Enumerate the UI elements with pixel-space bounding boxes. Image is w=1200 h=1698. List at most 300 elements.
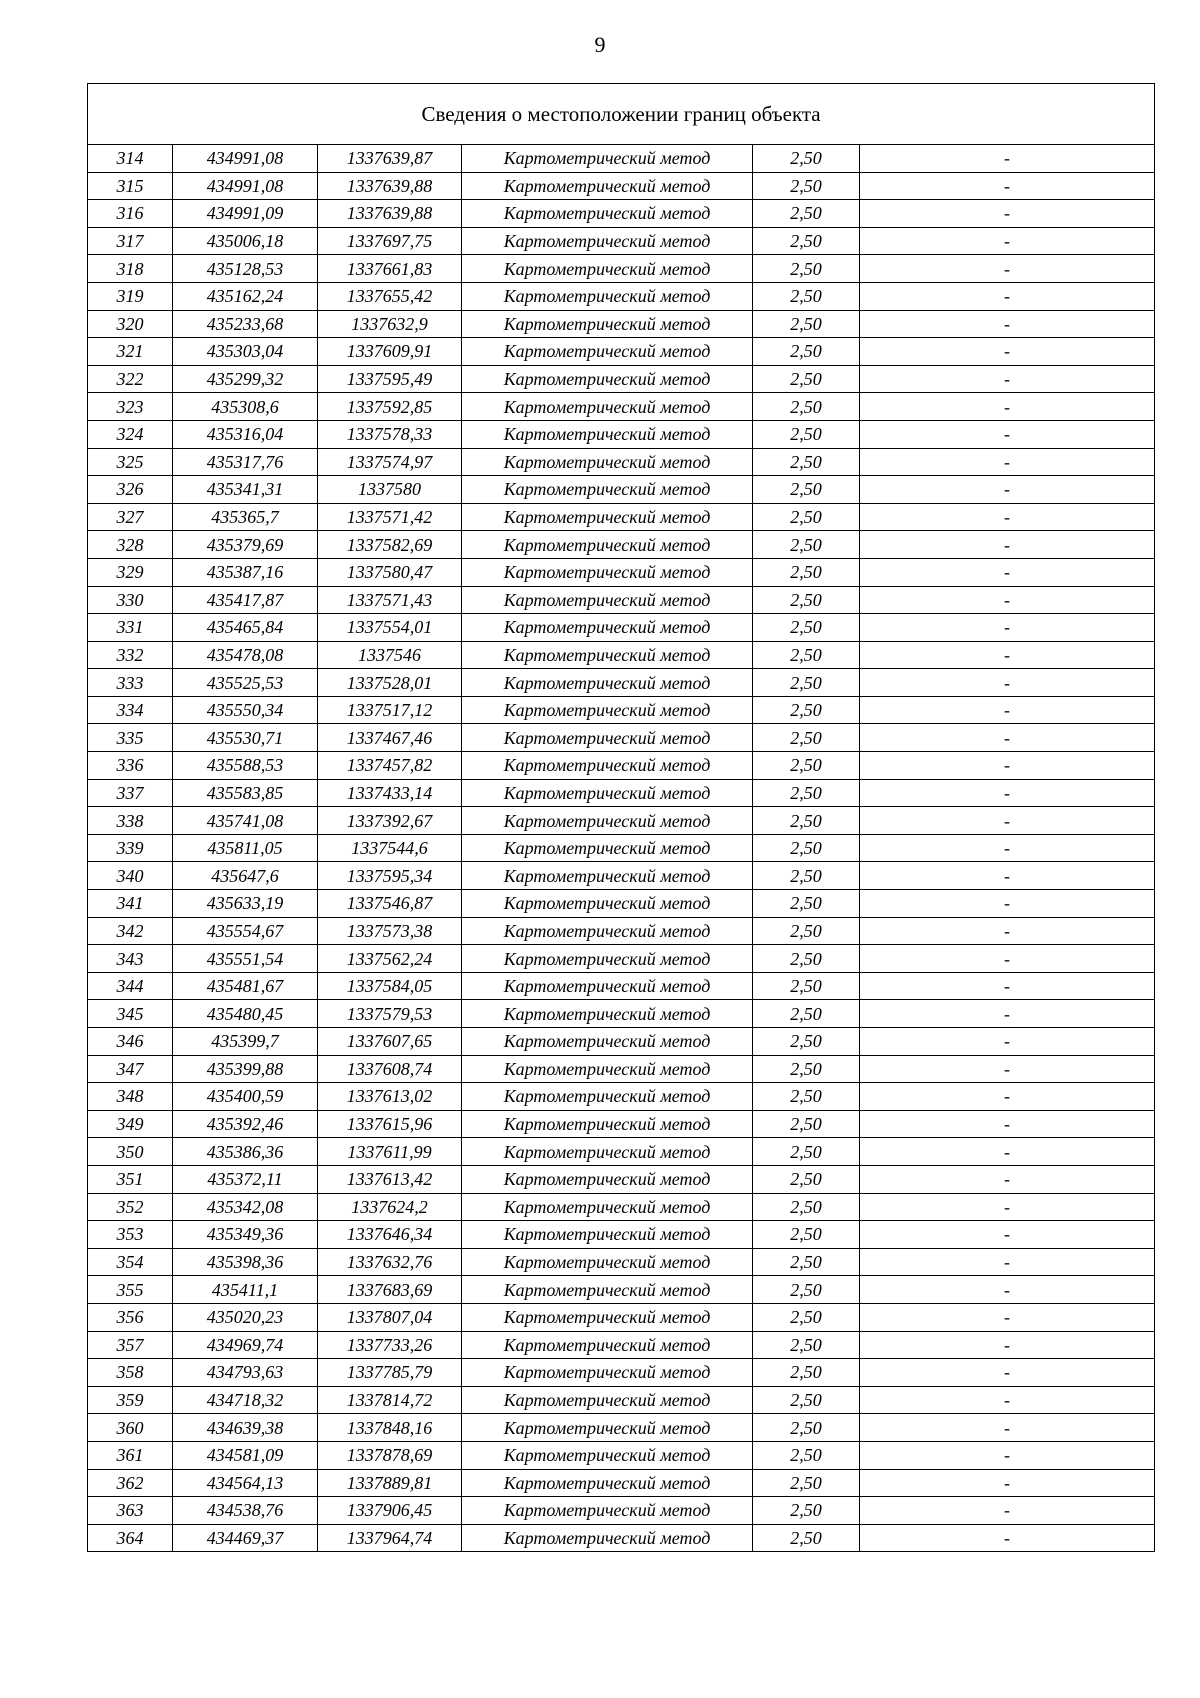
x-coordinate-cell: 435400,59: [173, 1083, 318, 1111]
accuracy-cell: 2,50: [753, 172, 860, 200]
point-number-cell: 351: [88, 1165, 173, 1193]
table-row: [88, 972, 1155, 1000]
description-cell: -: [860, 1083, 1155, 1111]
y-coordinate-cell: 1337639,87: [318, 145, 462, 173]
accuracy-cell: 2,50: [753, 1469, 860, 1497]
point-number-cell: 363: [88, 1497, 173, 1525]
description-cell: -: [860, 1193, 1155, 1221]
point-number-cell: 341: [88, 890, 173, 918]
table-row: [88, 1303, 1155, 1331]
accuracy-cell: 2,50: [753, 724, 860, 752]
table-row: [88, 890, 1155, 918]
y-coordinate-cell: 1337457,82: [318, 752, 462, 780]
point-number-cell: 321: [88, 338, 173, 366]
accuracy-cell: 2,50: [753, 200, 860, 228]
accuracy-cell: 2,50: [753, 365, 860, 393]
y-coordinate-cell: 1337646,34: [318, 1221, 462, 1249]
table-row: [88, 1248, 1155, 1276]
table-row: [88, 172, 1155, 200]
table-row: [88, 917, 1155, 945]
description-cell: -: [860, 365, 1155, 393]
point-number-cell: 338: [88, 807, 173, 835]
method-cell: Картометрический метод: [462, 1386, 753, 1414]
description-cell: -: [860, 1248, 1155, 1276]
point-number-cell: 322: [88, 365, 173, 393]
method-cell: Картометрический метод: [462, 393, 753, 421]
point-number-cell: 357: [88, 1331, 173, 1359]
point-number-cell: 333: [88, 669, 173, 697]
table-row: [88, 476, 1155, 504]
method-cell: Картометрический метод: [462, 1276, 753, 1304]
x-coordinate-cell: 434581,09: [173, 1441, 318, 1469]
table-row: [88, 145, 1155, 173]
point-number-cell: 329: [88, 558, 173, 586]
table-row: [88, 1110, 1155, 1138]
description-cell: -: [860, 724, 1155, 752]
point-number-cell: 327: [88, 503, 173, 531]
table-body: [88, 145, 1155, 1552]
y-coordinate-cell: 1337571,43: [318, 586, 462, 614]
description-cell: -: [860, 1028, 1155, 1056]
y-coordinate-cell: 1337467,46: [318, 724, 462, 752]
y-coordinate-cell: 1337392,67: [318, 807, 462, 835]
x-coordinate-cell: 435392,46: [173, 1110, 318, 1138]
x-coordinate-cell: 434718,32: [173, 1386, 318, 1414]
x-coordinate-cell: 435341,31: [173, 476, 318, 504]
page-number: 9: [594, 32, 606, 57]
accuracy-cell: 2,50: [753, 1303, 860, 1331]
description-cell: -: [860, 172, 1155, 200]
point-number-cell: 361: [88, 1441, 173, 1469]
method-cell: Картометрический метод: [462, 1110, 753, 1138]
y-coordinate-cell: 1337609,91: [318, 338, 462, 366]
method-cell: Картометрический метод: [462, 807, 753, 835]
description-cell: -: [860, 945, 1155, 973]
method-cell: Картометрический метод: [462, 282, 753, 310]
accuracy-cell: 2,50: [753, 614, 860, 642]
x-coordinate-cell: 435478,08: [173, 641, 318, 669]
accuracy-cell: 2,50: [753, 1359, 860, 1387]
x-coordinate-cell: 435417,87: [173, 586, 318, 614]
accuracy-cell: 2,50: [753, 227, 860, 255]
point-number-cell: 353: [88, 1221, 173, 1249]
method-cell: Картометрический метод: [462, 1083, 753, 1111]
table-row: [88, 310, 1155, 338]
accuracy-cell: 2,50: [753, 1441, 860, 1469]
x-coordinate-cell: 435020,23: [173, 1303, 318, 1331]
x-coordinate-cell: 435299,32: [173, 365, 318, 393]
x-coordinate-cell: 435006,18: [173, 227, 318, 255]
table-row: [88, 586, 1155, 614]
description-cell: -: [860, 476, 1155, 504]
table-row: [88, 1359, 1155, 1387]
table-row: [88, 641, 1155, 669]
description-cell: -: [860, 1221, 1155, 1249]
x-coordinate-cell: 435525,53: [173, 669, 318, 697]
description-cell: -: [860, 1524, 1155, 1552]
description-cell: -: [860, 503, 1155, 531]
point-number-cell: 315: [88, 172, 173, 200]
table-row: [88, 1083, 1155, 1111]
y-coordinate-cell: 1337624,2: [318, 1193, 462, 1221]
description-cell: -: [860, 972, 1155, 1000]
description-cell: -: [860, 1138, 1155, 1166]
accuracy-cell: 2,50: [753, 807, 860, 835]
accuracy-cell: 2,50: [753, 1055, 860, 1083]
y-coordinate-cell: 1337906,45: [318, 1497, 462, 1525]
description-cell: -: [860, 420, 1155, 448]
method-cell: Картометрический метод: [462, 945, 753, 973]
x-coordinate-cell: 435398,36: [173, 1248, 318, 1276]
method-cell: Картометрический метод: [462, 1221, 753, 1249]
accuracy-cell: 2,50: [753, 1248, 860, 1276]
table-row: [88, 338, 1155, 366]
description-cell: -: [860, 669, 1155, 697]
description-cell: -: [860, 200, 1155, 228]
description-cell: -: [860, 1386, 1155, 1414]
accuracy-cell: 2,50: [753, 393, 860, 421]
accuracy-cell: 2,50: [753, 1000, 860, 1028]
accuracy-cell: 2,50: [753, 696, 860, 724]
point-number-cell: 335: [88, 724, 173, 752]
description-cell: -: [860, 696, 1155, 724]
x-coordinate-cell: 435480,45: [173, 1000, 318, 1028]
table-row: [88, 282, 1155, 310]
x-coordinate-cell: 435554,67: [173, 917, 318, 945]
method-cell: Картометрический метод: [462, 558, 753, 586]
y-coordinate-cell: 1337433,14: [318, 779, 462, 807]
method-cell: Картометрический метод: [462, 1441, 753, 1469]
accuracy-cell: 2,50: [753, 1414, 860, 1442]
x-coordinate-cell: 435233,68: [173, 310, 318, 338]
accuracy-cell: 2,50: [753, 779, 860, 807]
y-coordinate-cell: 1337655,42: [318, 282, 462, 310]
y-coordinate-cell: 1337613,02: [318, 1083, 462, 1111]
method-cell: Картометрический метод: [462, 1497, 753, 1525]
y-coordinate-cell: 1337613,42: [318, 1165, 462, 1193]
point-number-cell: 324: [88, 420, 173, 448]
method-cell: Картометрический метод: [462, 365, 753, 393]
point-number-cell: 339: [88, 834, 173, 862]
method-cell: Картометрический метод: [462, 310, 753, 338]
y-coordinate-cell: 1337595,34: [318, 862, 462, 890]
description-cell: -: [860, 1276, 1155, 1304]
point-number-cell: 331: [88, 614, 173, 642]
accuracy-cell: 2,50: [753, 310, 860, 338]
point-number-cell: 323: [88, 393, 173, 421]
point-number-cell: 360: [88, 1414, 173, 1442]
accuracy-cell: 2,50: [753, 476, 860, 504]
table-row: [88, 614, 1155, 642]
method-cell: Картометрический метод: [462, 531, 753, 559]
table-row: [88, 1469, 1155, 1497]
method-cell: Картометрический метод: [462, 1055, 753, 1083]
method-cell: Картометрический метод: [462, 227, 753, 255]
point-number-cell: 364: [88, 1524, 173, 1552]
description-cell: -: [860, 310, 1155, 338]
x-coordinate-cell: 435741,08: [173, 807, 318, 835]
point-number-cell: 319: [88, 282, 173, 310]
table-row: [88, 1414, 1155, 1442]
y-coordinate-cell: 1337639,88: [318, 200, 462, 228]
table-title-row: [88, 84, 1155, 145]
y-coordinate-cell: 1337608,74: [318, 1055, 462, 1083]
y-coordinate-cell: 1337528,01: [318, 669, 462, 697]
table-row: [88, 200, 1155, 228]
accuracy-cell: 2,50: [753, 1331, 860, 1359]
point-number-cell: 328: [88, 531, 173, 559]
x-coordinate-cell: 435162,24: [173, 282, 318, 310]
y-coordinate-cell: 1337571,42: [318, 503, 462, 531]
y-coordinate-cell: 1337584,05: [318, 972, 462, 1000]
point-number-cell: 326: [88, 476, 173, 504]
description-cell: -: [860, 917, 1155, 945]
description-cell: -: [860, 1441, 1155, 1469]
description-cell: -: [860, 752, 1155, 780]
description-cell: -: [860, 1110, 1155, 1138]
table-row: [88, 531, 1155, 559]
y-coordinate-cell: 1337573,38: [318, 917, 462, 945]
x-coordinate-cell: 434639,38: [173, 1414, 318, 1442]
x-coordinate-cell: 435317,76: [173, 448, 318, 476]
table-row: [88, 862, 1155, 890]
y-coordinate-cell: 1337562,24: [318, 945, 462, 973]
description-cell: -: [860, 586, 1155, 614]
description-cell: -: [860, 807, 1155, 835]
method-cell: Картометрический метод: [462, 1193, 753, 1221]
table-row: [88, 696, 1155, 724]
description-cell: -: [860, 1303, 1155, 1331]
accuracy-cell: 2,50: [753, 338, 860, 366]
table-row: [88, 1221, 1155, 1249]
accuracy-cell: 2,50: [753, 1028, 860, 1056]
method-cell: Картометрический метод: [462, 724, 753, 752]
table-row: [88, 752, 1155, 780]
x-coordinate-cell: 435387,16: [173, 558, 318, 586]
point-number-cell: 356: [88, 1303, 173, 1331]
x-coordinate-cell: 435481,67: [173, 972, 318, 1000]
x-coordinate-cell: 435342,08: [173, 1193, 318, 1221]
description-cell: -: [860, 282, 1155, 310]
table-row: [88, 945, 1155, 973]
table-row: [88, 365, 1155, 393]
description-cell: -: [860, 1414, 1155, 1442]
table-row: [88, 1165, 1155, 1193]
method-cell: Картометрический метод: [462, 476, 753, 504]
point-number-cell: 334: [88, 696, 173, 724]
accuracy-cell: 2,50: [753, 1221, 860, 1249]
y-coordinate-cell: 1337814,72: [318, 1386, 462, 1414]
boundary-coordinates-table: [87, 83, 1155, 1552]
point-number-cell: 342: [88, 917, 173, 945]
method-cell: Картометрический метод: [462, 641, 753, 669]
accuracy-cell: 2,50: [753, 282, 860, 310]
x-coordinate-cell: 434564,13: [173, 1469, 318, 1497]
table-row: [88, 1028, 1155, 1056]
y-coordinate-cell: 1337595,49: [318, 365, 462, 393]
y-coordinate-cell: 1337964,74: [318, 1524, 462, 1552]
method-cell: Картометрический метод: [462, 752, 753, 780]
method-cell: Картометрический метод: [462, 1331, 753, 1359]
x-coordinate-cell: 435303,04: [173, 338, 318, 366]
method-cell: Картометрический метод: [462, 1524, 753, 1552]
table-row: [88, 669, 1155, 697]
accuracy-cell: 2,50: [753, 255, 860, 283]
description-cell: -: [860, 1331, 1155, 1359]
accuracy-cell: 2,50: [753, 1083, 860, 1111]
accuracy-cell: 2,50: [753, 752, 860, 780]
point-number-cell: 320: [88, 310, 173, 338]
description-cell: -: [860, 641, 1155, 669]
point-number-cell: 343: [88, 945, 173, 973]
method-cell: Картометрический метод: [462, 1469, 753, 1497]
accuracy-cell: 2,50: [753, 1138, 860, 1166]
point-number-cell: 337: [88, 779, 173, 807]
method-cell: Картометрический метод: [462, 972, 753, 1000]
method-cell: Картометрический метод: [462, 1248, 753, 1276]
accuracy-cell: 2,50: [753, 1193, 860, 1221]
method-cell: Картометрический метод: [462, 172, 753, 200]
accuracy-cell: 2,50: [753, 1524, 860, 1552]
y-coordinate-cell: 1337878,69: [318, 1441, 462, 1469]
method-cell: Картометрический метод: [462, 1165, 753, 1193]
y-coordinate-cell: 1337546: [318, 641, 462, 669]
point-number-cell: 347: [88, 1055, 173, 1083]
table-row: [88, 1055, 1155, 1083]
x-coordinate-cell: 435550,34: [173, 696, 318, 724]
description-cell: -: [860, 448, 1155, 476]
point-number-cell: 359: [88, 1386, 173, 1414]
description-cell: -: [860, 1055, 1155, 1083]
description-cell: -: [860, 779, 1155, 807]
method-cell: Картометрический метод: [462, 779, 753, 807]
method-cell: Картометрический метод: [462, 1414, 753, 1442]
y-coordinate-cell: 1337632,9: [318, 310, 462, 338]
description-cell: -: [860, 338, 1155, 366]
description-cell: -: [860, 614, 1155, 642]
accuracy-cell: 2,50: [753, 1386, 860, 1414]
point-number-cell: 346: [88, 1028, 173, 1056]
point-number-cell: 330: [88, 586, 173, 614]
y-coordinate-cell: 1337517,12: [318, 696, 462, 724]
y-coordinate-cell: 1337574,97: [318, 448, 462, 476]
accuracy-cell: 2,50: [753, 586, 860, 614]
description-cell: -: [860, 227, 1155, 255]
description-cell: -: [860, 834, 1155, 862]
x-coordinate-cell: 435411,1: [173, 1276, 318, 1304]
method-cell: Картометрический метод: [462, 834, 753, 862]
y-coordinate-cell: 1337582,69: [318, 531, 462, 559]
accuracy-cell: 2,50: [753, 145, 860, 173]
method-cell: Картометрический метод: [462, 862, 753, 890]
y-coordinate-cell: 1337889,81: [318, 1469, 462, 1497]
y-coordinate-cell: 1337632,76: [318, 1248, 462, 1276]
x-coordinate-cell: 434469,37: [173, 1524, 318, 1552]
table-row: [88, 724, 1155, 752]
point-number-cell: 358: [88, 1359, 173, 1387]
point-number-cell: 362: [88, 1469, 173, 1497]
method-cell: Картометрический метод: [462, 200, 753, 228]
description-cell: -: [860, 145, 1155, 173]
description-cell: -: [860, 531, 1155, 559]
x-coordinate-cell: 435349,36: [173, 1221, 318, 1249]
description-cell: -: [860, 862, 1155, 890]
point-number-cell: 317: [88, 227, 173, 255]
y-coordinate-cell: 1337848,16: [318, 1414, 462, 1442]
y-coordinate-cell: 1337683,69: [318, 1276, 462, 1304]
table-row: [88, 255, 1155, 283]
method-cell: Картометрический метод: [462, 696, 753, 724]
accuracy-cell: 2,50: [753, 1497, 860, 1525]
point-number-cell: 332: [88, 641, 173, 669]
y-coordinate-cell: 1337580,47: [318, 558, 462, 586]
x-coordinate-cell: 435386,36: [173, 1138, 318, 1166]
x-coordinate-cell: 435128,53: [173, 255, 318, 283]
description-cell: -: [860, 255, 1155, 283]
table-row: [88, 1386, 1155, 1414]
x-coordinate-cell: 435399,7: [173, 1028, 318, 1056]
table-row: [88, 1497, 1155, 1525]
point-number-cell: 355: [88, 1276, 173, 1304]
accuracy-cell: 2,50: [753, 834, 860, 862]
accuracy-cell: 2,50: [753, 1110, 860, 1138]
method-cell: Картометрический метод: [462, 1303, 753, 1331]
description-cell: -: [860, 890, 1155, 918]
y-coordinate-cell: 1337615,96: [318, 1110, 462, 1138]
point-number-cell: 325: [88, 448, 173, 476]
table-row: [88, 1524, 1155, 1552]
method-cell: Картометрический метод: [462, 614, 753, 642]
accuracy-cell: 2,50: [753, 641, 860, 669]
x-coordinate-cell: 435811,05: [173, 834, 318, 862]
x-coordinate-cell: 434969,74: [173, 1331, 318, 1359]
accuracy-cell: 2,50: [753, 669, 860, 697]
x-coordinate-cell: 435379,69: [173, 531, 318, 559]
description-cell: -: [860, 558, 1155, 586]
description-cell: -: [860, 1165, 1155, 1193]
x-coordinate-cell: 435465,84: [173, 614, 318, 642]
accuracy-cell: 2,50: [753, 503, 860, 531]
table-row: [88, 393, 1155, 421]
y-coordinate-cell: 1337697,75: [318, 227, 462, 255]
y-coordinate-cell: 1337580: [318, 476, 462, 504]
method-cell: Картометрический метод: [462, 503, 753, 531]
method-cell: Картометрический метод: [462, 890, 753, 918]
y-coordinate-cell: 1337579,53: [318, 1000, 462, 1028]
method-cell: Картометрический метод: [462, 448, 753, 476]
y-coordinate-cell: 1337544,6: [318, 834, 462, 862]
table-row: [88, 779, 1155, 807]
accuracy-cell: 2,50: [753, 531, 860, 559]
point-number-cell: 314: [88, 145, 173, 173]
accuracy-cell: 2,50: [753, 420, 860, 448]
x-coordinate-cell: 434991,08: [173, 145, 318, 173]
y-coordinate-cell: 1337661,83: [318, 255, 462, 283]
description-cell: -: [860, 393, 1155, 421]
x-coordinate-cell: 435530,71: [173, 724, 318, 752]
point-number-cell: 352: [88, 1193, 173, 1221]
accuracy-cell: 2,50: [753, 1276, 860, 1304]
y-coordinate-cell: 1337592,85: [318, 393, 462, 421]
table-row: [88, 1276, 1155, 1304]
description-cell: -: [860, 1497, 1155, 1525]
x-coordinate-cell: 434793,63: [173, 1359, 318, 1387]
table-row: [88, 1441, 1155, 1469]
x-coordinate-cell: 435308,6: [173, 393, 318, 421]
point-number-cell: 349: [88, 1110, 173, 1138]
table-row: [88, 227, 1155, 255]
point-number-cell: 350: [88, 1138, 173, 1166]
